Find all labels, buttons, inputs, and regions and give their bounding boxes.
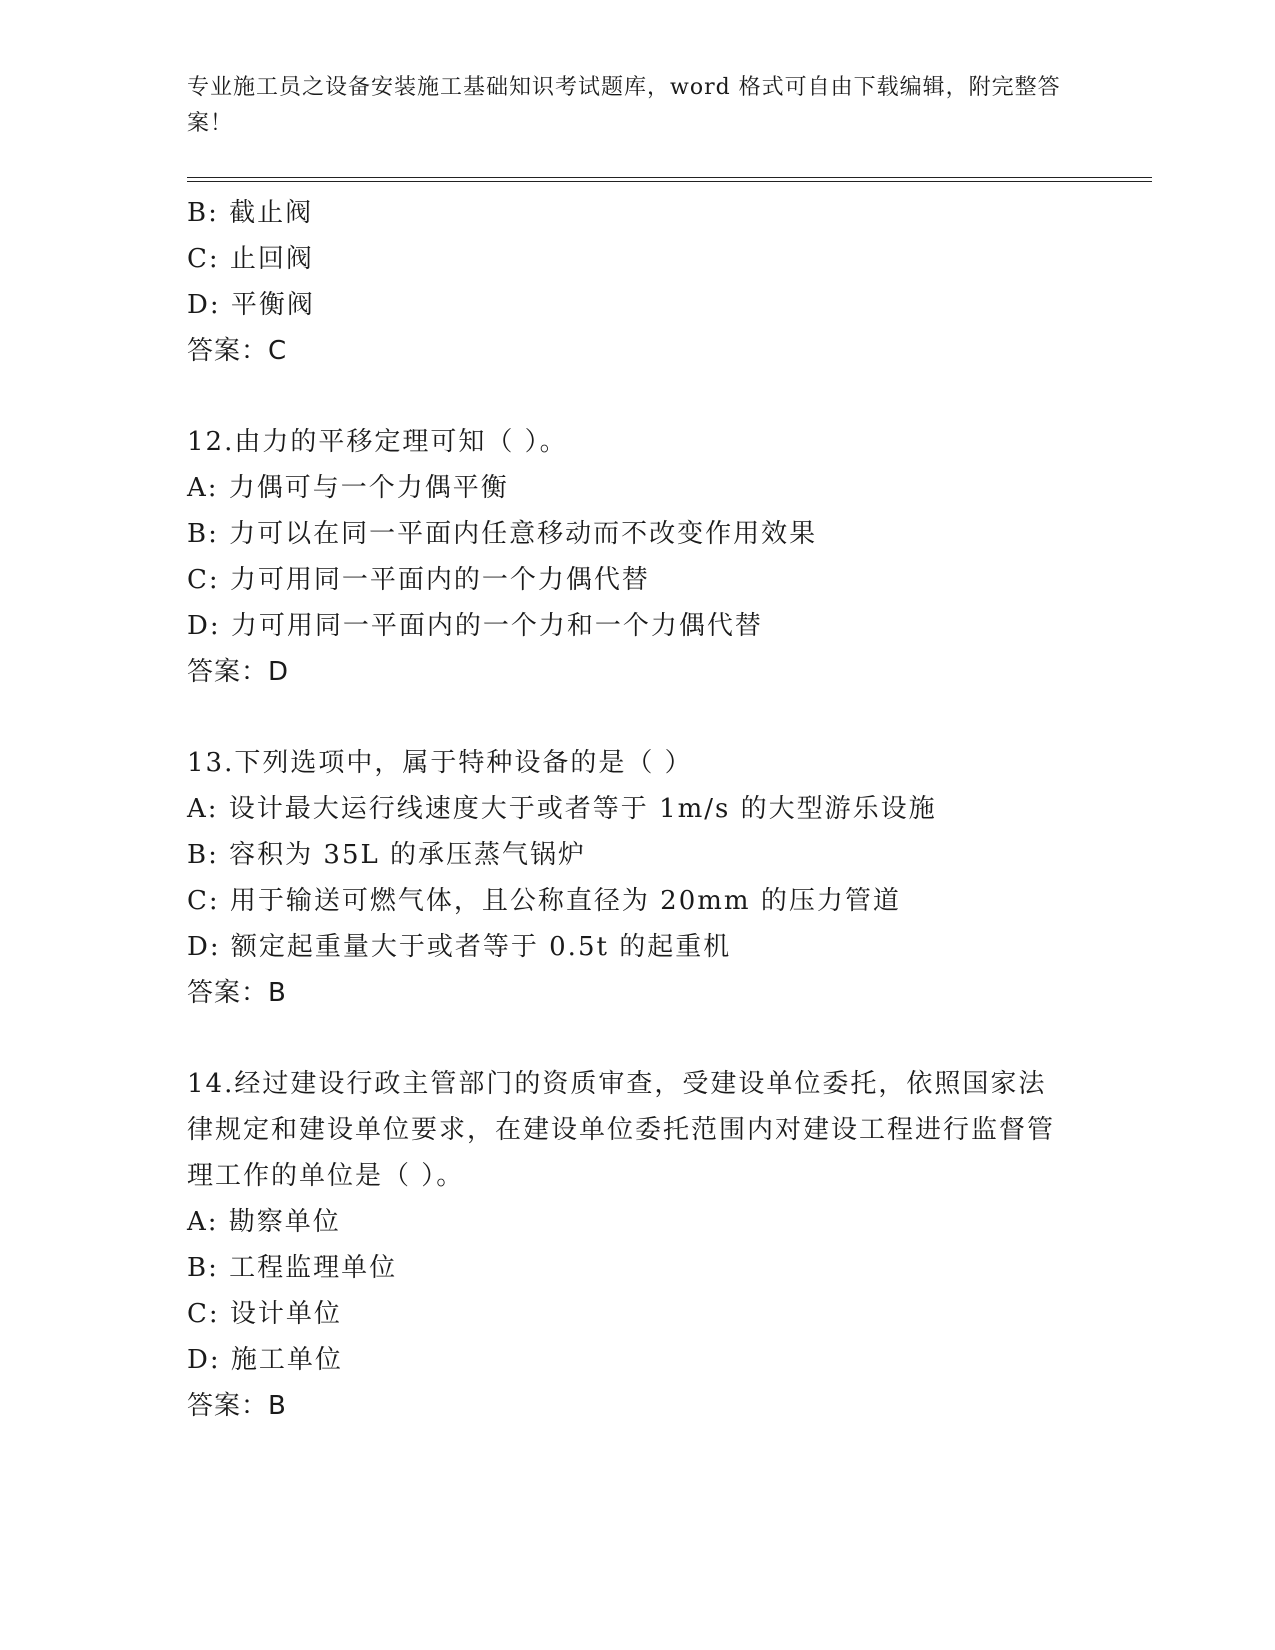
- option-b: B: 工程监理单位: [187, 1253, 398, 1283]
- option-b: B: 力可以在同一平面内任意移动而不改变作用效果: [187, 519, 818, 549]
- answer: 答案：B: [187, 1391, 287, 1421]
- question-12: [187, 419, 1087, 695]
- option-a: A: 勘察单位: [187, 1207, 341, 1237]
- answer: 答案：D: [187, 657, 290, 687]
- answer: 答案：C: [187, 336, 288, 366]
- question-list: [187, 190, 1087, 1429]
- option-d: D: 施工单位: [187, 1345, 343, 1375]
- option-c: C: 止回阀: [187, 244, 314, 274]
- option-c: C: 设计单位: [187, 1299, 342, 1329]
- header-rule-bottom: [187, 181, 1152, 182]
- option-d: D: 额定起重量大于或者等于 0.5t 的起重机: [187, 932, 732, 962]
- question-13: [187, 740, 1087, 1016]
- option-a: A: 设计最大运行线速度大于或者等于 1m/s 的大型游乐设施: [187, 794, 937, 824]
- option-b: B: 截止阀: [187, 198, 314, 228]
- question-stem: 14.经过建设行政主管部门的资质审查，受建设单位委托，依照国家法律规定和建设单位要求，在建设单位委托范围内对建设工程进行监督管理工作的单位是（ ）。: [187, 1069, 1056, 1191]
- document-header: 专业施工员之设备安装施工基础知识考试题库，word 格式可自由下载编辑，附完整答案！: [187, 75, 1061, 136]
- question-11-continued: [187, 190, 1087, 374]
- option-d: D: 力可用同一平面内的一个力和一个力偶代替: [187, 611, 763, 641]
- option-c: C: 力可用同一平面内的一个力偶代替: [187, 565, 650, 595]
- option-c: C: 用于输送可燃气体，且公称直径为 20mm 的压力管道: [187, 886, 901, 916]
- question-14: [187, 1061, 1087, 1429]
- header-rule-top: [187, 177, 1152, 178]
- question-stem: 12.由力的平移定理可知（ ）。: [187, 427, 568, 457]
- option-b: B: 容积为 35L 的承压蒸气锅炉: [187, 840, 587, 870]
- option-a: A: 力偶可与一个力偶平衡: [187, 473, 509, 503]
- question-stem: 13.下列选项中，属于特种设备的是（ ）: [187, 748, 693, 778]
- option-d: D: 平衡阀: [187, 290, 315, 320]
- answer: 答案：B: [187, 978, 287, 1008]
